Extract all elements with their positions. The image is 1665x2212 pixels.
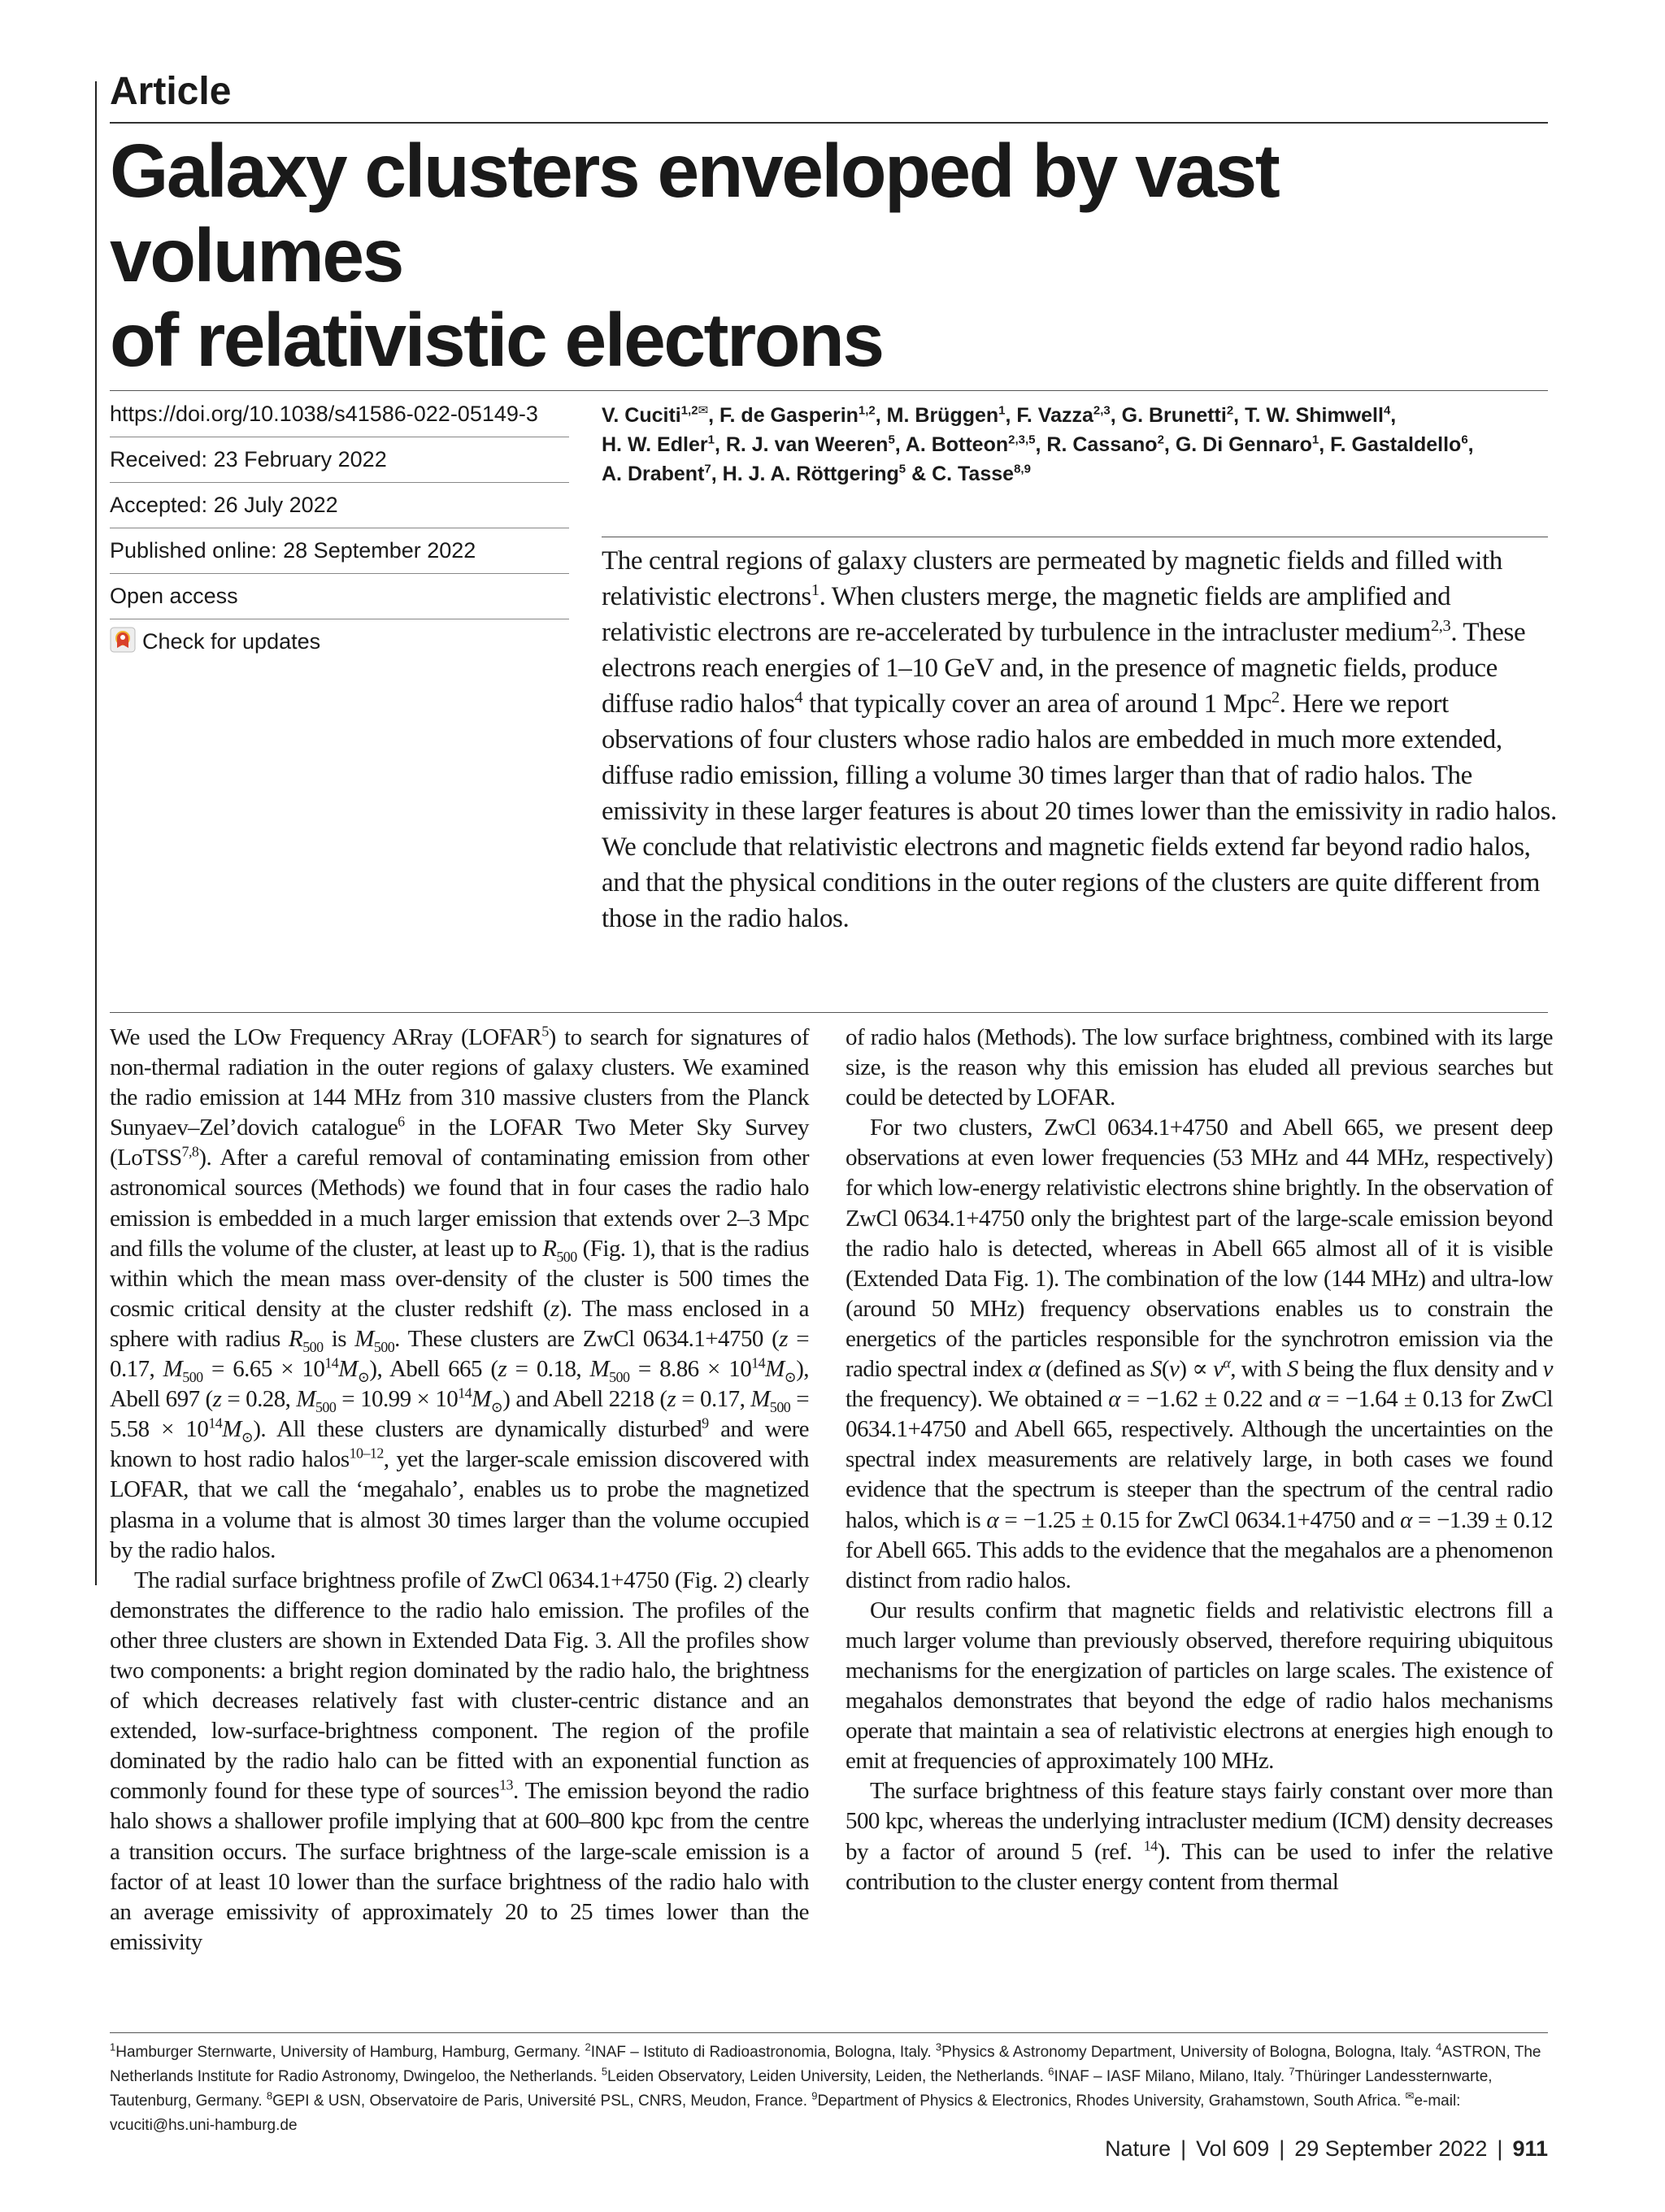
body-rule bbox=[110, 1012, 1548, 1013]
title-line-1: Galaxy clusters enveloped by vast volumes bbox=[110, 128, 1279, 298]
body-paragraph: For two clusters, ZwCl 0634.1+4750 and Abell 665, we present deep observations at even lower frequencies (53 MHz and 44 MHz, respectively) for which low-energy relativistic electrons shine brightly. In the observation of ZwCl 0634.1+4750 only the brightest part of the large-scale emission beyond the radio halo is detected, whereas in Abell 665 almost all of it is visible (Extended Data Fig. 1). The combination of the low (144 MHz) and ultra-low (around 50 MHz) frequency observations enables us to constrain the energetics of the particles responsible for the synchrotron emission via the radio spectral index α (defined as $S(\nu) \propto \nu^\alpha$, with S being the flux density and ν the frequency). We obtained α = −1.62 ± 0.22 and α = −1.64 ± 0.13 for ZwCl 0634.1+4750 and Abell 665, respectively. Although the uncertainties on the spectral index measurements are relatively large, in both cases we found evidence that the spectrum is steeper than the spectrum of the central radio halos, which is α = −1.25 ± 0.15 for ZwCl 0634.1+4750 and α = −1.39 ± 0.12 for Abell 665. This adds to the evidence that the megahalos are a phenomenon distinct from radio halos. bbox=[846, 1115, 1553, 1593]
article-metadata bbox=[110, 392, 569, 664]
body-paragraph: Our results confirm that magnetic fields and relativistic electrons fill a much larger volume than previously observed, therefore requiring ubiquitous mechanisms for the energization of particles on large scales. The existence of megahalos demonstrates that beyond the edge of radio halos mechanisms operate that maintain a sea of relativistic electrons at energies high enough to emit at frequencies of approximately 100 MHz. bbox=[846, 1597, 1553, 1775]
page-footer: Nature | Vol 609 | 29 September 2022 | 911 bbox=[1105, 2136, 1548, 2161]
body-paragraph: We used the LOw Frequency ARray (LOFAR$^5$) to search for signatures of non-thermal radiation in the outer regions of galaxy clusters. We examined the radio emission at 144 MHz from 310 massive clusters from the Planck Sunyaev–Zel’dovich catalogue$^6$ in the LOFAR Two Meter Sky Survey (LoTSS$^{7,8}$). After a careful removal of contaminating emission from other astronomical sources (Methods) we found that in four cases the radio halo emission is embedded in a much larger emission that extends over 2–3 Mpc and fills the volume of the cluster, at least up to $R_{500}$ (Fig. 1), that is the radius within which the mean mass over-density of the cluster is 500 times the cosmic critical density at the cluster redshift (z). The mass enclosed in a sphere with radius $R_{500}$ is $M_{500}$. These clusters are ZwCl 0634.1+4750 (z = 0.17, $M_{500} = 6.65 \times 10^{14}M_⊙$), Abell 665 (z = 0.18, $M_{500} = 8.86 \times 10^{14}M_⊙$), Abell 697 (z = 0.28, $M_{500} = 10.99 \times 10^{14}M_⊙$) and Abell 2218 (z = 0.17, $M_{500} = 5.58 \times 10^{14}M_⊙$). All these clusters are dynamically disturbed$^9$ and were known to host radio halos$^{10-12}$, yet the larger-scale emission discovered with LOFAR, that we call the ‘megahalo’, enables us to probe the magnetized plasma in a volume that is almost 30 times larger than the volume occupied by the radio halos. bbox=[110, 1023, 810, 1563]
footnote-rule bbox=[110, 2032, 1548, 2033]
body-paragraph: of radio halos (Methods). The low surface brightness, combined with its large size, is the reason why this emission has eluded all previous searches but could be detected by LOFAR. bbox=[846, 1024, 1553, 1111]
journal-name: Nature bbox=[1105, 2136, 1172, 2161]
author-line-3: A. Drabent$^7$, H. J. A. Röttgering$^5$ & C. Tasse$^{8,9}$ bbox=[602, 462, 1031, 485]
author-line-1: V. Cuciti$^{1,2✉}$, F. de Gasperin$^{1,2}$, M. Brüggen$^1$, F. Vazza$^{2,3}$, G. Brunetti$^2$, T. W. Shimwell$^4$, bbox=[602, 403, 1397, 427]
issue-date: 29 September 2022 bbox=[1294, 2136, 1488, 2161]
article-type-label: Article bbox=[110, 70, 232, 113]
body-column-left bbox=[110, 1023, 809, 1958]
margin-rule bbox=[95, 81, 97, 1585]
affiliations: $^1$Hamburger Sternwarte, University of Hamburg, Hamburg, Germany. $^2$INAF – Istituto di Radioastronomia, Bologna, Italy. $^3$Physics & Astronomy Department, University of Bologna, Bologna, Italy. $^4$ASTRON, The Netherlands Institute for Radio Astronomy, Dwingeloo, the Netherlands. $^5$Leiden Observatory, Leiden University, Leiden, the Netherlands. $^6$INAF – IASF Milano, Milano, Italy. $^7$Thüringer Landessternwarte, Tautenburg, Germany. $^8$GEPI & USN, Observatoire de Paris, Université PSL, CNRS, Meudon, France. $^9$Department of Physics & Electronics, Rhodes University, Grahamstown, South Africa. ✉e-mail: vcuciti@hs.uni-hamburg.de bbox=[110, 2040, 1541, 2134]
published-date: Published online: 28 September 2022 bbox=[110, 528, 569, 574]
body-paragraph: The surface brightness of this feature stays fairly constant over more than 500 kpc, whereas the underlying intracluster medium (ICM) density decreases by a factor of around 5 (ref. $^{14}$). This can be used to infer the relative contribution to the cluster energy content from thermal bbox=[846, 1778, 1553, 1895]
open-access-label: Open access bbox=[110, 574, 569, 619]
body-paragraph: The radial surface brightness profile of ZwCl 0634.1+4750 (Fig. 2) clearly demonstrates the difference to the radio halo emission. The profiles of the other three clusters are shown in Extended Data Fig. 3. All the profiles show two components: a bright region dominated by the radio halo, the brightness of which decreases relatively fast with cluster-centric distance and an extended, low-surface-brightness component. The region of the profile dominated by the radio halo can be fitted with an exponential function as commonly found for these type of sources$^{13}$. The emission beyond the radio halo shows a shallower profile implying that at 600–800 kpc from the centre a transition occurs. The surface brightness of the large-scale emission is a factor of at least 10 lower than the surface brightness of the radio halo with an average emissivity of approximately 20 to 25 times lower than the emissivity bbox=[110, 1567, 809, 1955]
abstract: The central regions of galaxy clusters are permeated by magnetic fields and filled with relativistic electrons$^1$. When clusters merge, the magnetic fields are amplified and relativistic electrons are re-accelerated by turbulence in the intracluster medium$^{2,3}$. These electrons reach energies of 1–10 GeV and, in the presence of magnetic fields, produce diffuse radio halos$^4$ that typically cover an area of around 1 Mpc$^2$. Here we report observations of four clusters whose radio halos are embedded in much more extended, diffuse radio emission, filling a volume 30 times larger than that of radio halos. The emissivity in these larger features is about 20 times lower than the emissivity in radio halos. We conclude that relativistic electrons and magnetic fields extend far beyond radio halos, and that the physical conditions in the outer regions of the clusters are quite different from those in the radio halos. bbox=[602, 546, 1557, 933]
received-date: Received: 23 February 2022 bbox=[110, 437, 569, 483]
author-line-2: H. W. Edler$^1$, R. J. van Weeren$^5$, A. Botteon$^{2,3,5}$, R. Cassano$^2$, G. Di Gennaro$^1$, F. Gastaldello$^6$, bbox=[602, 432, 1474, 456]
article-title bbox=[110, 128, 1557, 382]
body-column-right bbox=[846, 1023, 1553, 1897]
contact-email-link[interactable]: vcuciti@hs.uni-hamburg.de bbox=[110, 2117, 298, 2134]
header-rule bbox=[110, 122, 1548, 124]
title-line-2: of relativistic electrons bbox=[110, 298, 883, 382]
check-for-updates-label: Check for updates bbox=[142, 629, 321, 654]
check-for-updates-icon bbox=[110, 627, 136, 653]
meta-rule bbox=[110, 390, 1548, 391]
doi-link[interactable]: https://doi.org/10.1038/s41586-022-05149-3 bbox=[110, 392, 569, 437]
accepted-date: Accepted: 26 July 2022 bbox=[110, 483, 569, 528]
author-list bbox=[602, 401, 1553, 489]
check-for-updates-link[interactable] bbox=[110, 619, 569, 664]
page-number: 911 bbox=[1512, 2136, 1548, 2161]
volume: Vol 609 bbox=[1196, 2136, 1270, 2161]
